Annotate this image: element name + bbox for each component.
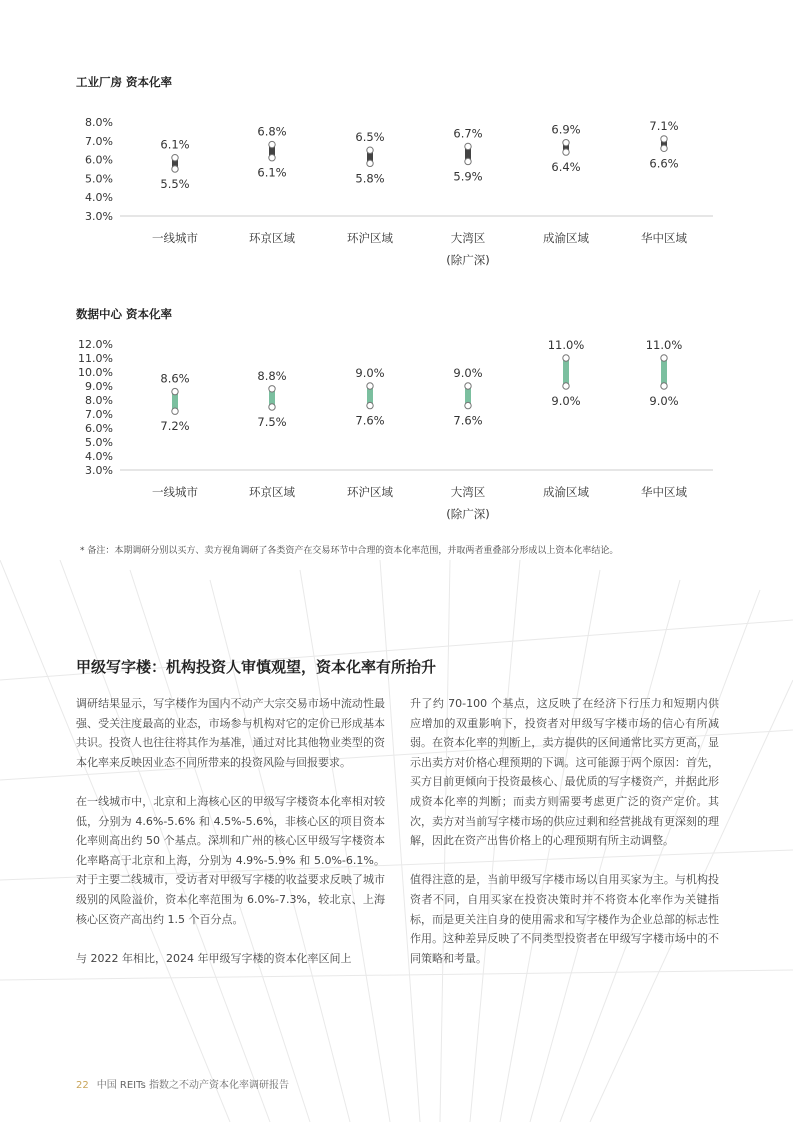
y-tick-label: 10.0% [78,366,113,379]
paragraph: 值得注意的是，当前甲级写字楼市场以自用买家为主。与机构投资者不同，自用买家在投资决策时并不将资本化率作为关键指标，而是更关注自身的使用需求和写字楼作为企业总部的标志性作用。这种差异反映了不同类型投资者在甲级写字楼市场中的不同策略和考量。 [410,873,719,965]
range-high-point [465,383,471,389]
category-label: 华中区域 [641,485,687,499]
data-label-low: 6.6% [649,156,679,171]
data-label-low: 7.6% [355,413,385,428]
y-tick-label: 4.0% [85,450,113,463]
category-label: (除广深) [446,507,490,521]
footer-title: 中国 REITs 指数之不动产资本化率调研报告 [96,1080,289,1091]
paragraph: 升了约 70-100 个基点，这反映了在经济下行压力和短期内供应增加的双重影响下，投资者对甲级写字楼市场的信心有所减弱。在资本化率的判断上，卖方提供的区间通常比买方更高，显示出卖方对价格心理预期的下调。这可能源于两个原因：首先，买方目前更倾向于投资最核心、最优质的写字楼资产，并据此形成资本化率的判断；而卖方则需要考虑更广泛的资产定价。其次，卖方对当前写字楼市场的供应过剩和经营挑战有更深刻的理解，因此在资产出售价格上的心理预期有所主动调整。 [410,697,719,848]
range-high-point [172,388,178,394]
data-label-high: 11.0% [547,338,585,352]
range-bar [661,358,667,386]
y-tick-label: 9.0% [85,380,113,393]
range-high-point [563,139,569,145]
data-label-high: 9.0% [453,366,483,380]
range-bar [563,358,569,386]
chart-footnote: * 备注：本期调研分别以买方、卖方视角调研了各类资产在交易环节中合理的资本化率范围，并取两者重叠部分形成以上资本化率结论。 [80,546,619,556]
y-tick-label: 7.0% [85,408,113,421]
category-label: 环沪区域 [347,231,393,245]
range-low-point [269,404,275,410]
page-footer [76,1076,289,1091]
category-label: 成渝区域 [543,485,589,499]
data-label-high: 8.8% [257,368,287,383]
category-label: 环沪区域 [347,485,393,499]
paragraph: 调研结果显示，写字楼作为国内不动产大宗交易市场中流动性最强、受关注度最高的业态，市场参与机构对它的定价已形成基本共识。投资人也往往将其作为基准，通过对比其他物业类型的资本化率来反映因业态不同所带来的投资风险与回报要求。 [76,697,385,769]
y-tick-label: 8.0% [85,394,113,407]
range-high-point [172,155,178,161]
y-tick-label: 12.0% [78,338,113,351]
y-tick-label: 5.0% [85,172,113,186]
range-high-point [465,143,471,149]
range-high-point [367,383,373,389]
range-low-point [465,402,471,408]
range-high-point [269,141,275,147]
y-tick-label: 5.0% [85,436,113,449]
range-low-point [465,158,471,164]
y-tick-label: 4.0% [85,191,113,205]
data-label-high: 9.0% [355,366,385,380]
datacenter-caprate-chart [0,336,793,526]
data-label-low: 9.0% [649,394,679,408]
paragraph: 在一线城市中，北京和上海核心区的甲级写字楼资本化率相对较低，分别为 4.6%-5.6% 和 4.5%-5.6%，非核心区的项目资本化率则高出约 50 个基点。深圳和广州的核心区甲级写字楼资本化率略高于北京和上海，分别为 4.9%-5.9% 和 5.0%-6.1%。对于主要二线城市，受访者对甲级写字楼的收益要求反映了城市级别的风险溢价，资本化率范围为 6.0%-7.3%，较北京、上海核心区资产高出约 1.5 个百分点。 [76,794,385,926]
category-label: 成渝区域 [543,231,589,245]
data-label-low: 7.6% [453,413,483,428]
range-low-point [563,149,569,155]
range-high-point [269,386,275,392]
data-label-low: 5.8% [355,171,385,186]
category-label: 华中区域 [641,231,687,245]
data-label-high: 8.6% [160,371,190,386]
body-column-right [410,694,719,988]
section-heading: 甲级写字楼：机构投资人审慎观望，资本化率有所抬升 [76,658,437,676]
chart-title-industrial: 工业厂房 资本化率 [76,75,173,89]
page-number: 22 [76,1080,89,1091]
data-label-high: 6.1% [160,137,190,152]
range-low-point [269,155,275,161]
data-label-low: 5.9% [453,169,483,184]
data-label-high: 6.8% [257,124,287,139]
category-label: 环京区域 [249,231,295,245]
y-tick-label: 6.0% [85,153,113,167]
y-tick-label: 6.0% [85,422,113,435]
data-label-low: 6.1% [257,165,287,180]
range-low-point [661,145,667,151]
range-low-point [563,383,569,389]
data-label-low: 9.0% [551,394,581,408]
paragraph: 与 2022 年相比，2024 年甲级写字楼的资本化率区间上 [76,951,352,965]
category-label: 大湾区 [450,485,486,499]
data-label-high: 7.1% [649,118,679,133]
range-high-point [563,355,569,361]
body-column-left [76,694,385,988]
range-low-point [172,166,178,172]
y-tick-label: 7.0% [85,134,113,148]
data-label-high: 11.0% [645,338,683,352]
range-low-point [367,160,373,166]
data-label-high: 6.7% [453,126,483,141]
range-low-point [661,383,667,389]
category-label: 一线城市 [152,231,198,245]
industrial-caprate-chart [0,110,793,270]
range-high-point [367,147,373,153]
data-label-low: 7.5% [257,415,287,429]
data-label-low: 7.2% [160,419,190,434]
range-low-point [172,408,178,414]
category-label: (除广深) [446,253,490,267]
category-label: 大湾区 [450,231,486,245]
y-tick-label: 3.0% [85,210,113,223]
range-low-point [367,402,373,408]
y-tick-label: 8.0% [85,116,113,129]
y-tick-label: 3.0% [85,464,113,477]
data-label-low: 5.5% [160,177,190,191]
data-label-low: 6.4% [551,160,581,175]
category-label: 环京区域 [249,485,295,499]
data-label-high: 6.9% [551,122,581,137]
category-label: 一线城市 [152,485,198,499]
data-label-high: 6.5% [355,130,385,145]
y-tick-label: 11.0% [78,352,113,365]
range-high-point [661,355,667,361]
chart-title-datacenter: 数据中心 资本化率 [76,307,173,321]
range-high-point [661,136,667,142]
